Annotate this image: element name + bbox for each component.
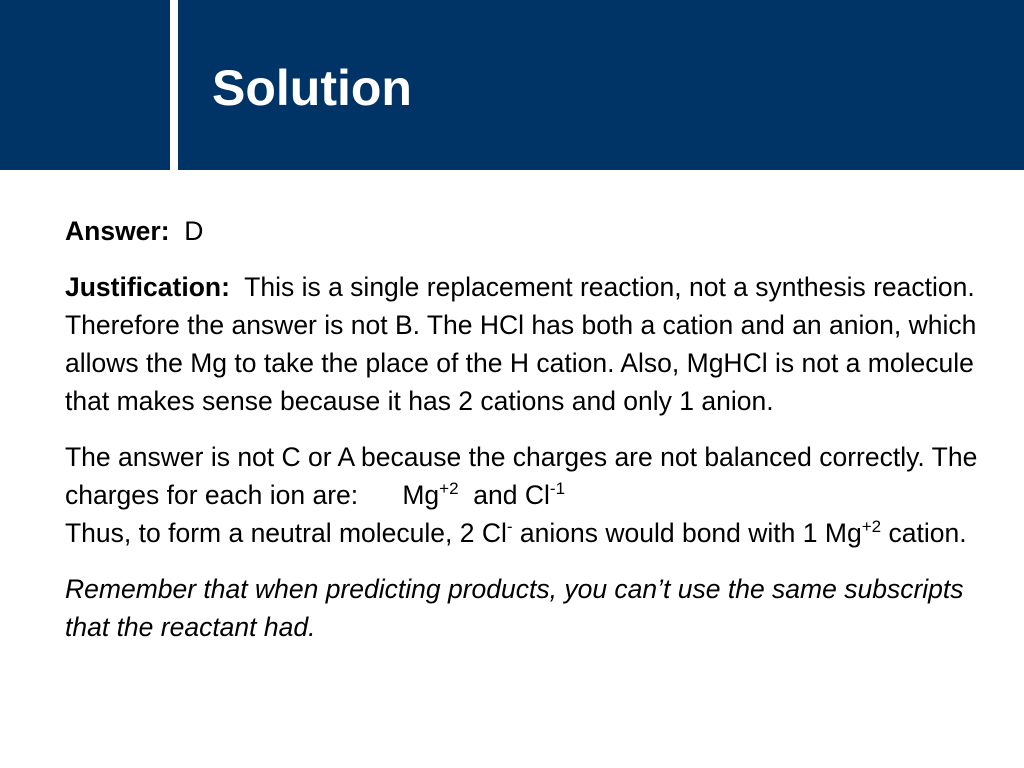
header-divider	[170, 0, 178, 170]
answer-label: Answer:	[65, 216, 170, 246]
cl-minus-charge: -	[506, 517, 513, 537]
slide-body	[65, 212, 985, 664]
mg-charge: +2	[439, 479, 459, 499]
cl-charge: -1	[549, 479, 566, 499]
charges-paragraph	[65, 438, 985, 552]
header-left-panel	[0, 0, 170, 170]
justification-label: Justification:	[65, 272, 230, 302]
charges-intro: The answer is not C or A because the charges are not balanced correctly. The charges for each ion are:	[65, 442, 978, 510]
thus-text-part1: Thus, to form a neutral molecule, 2 Cl	[65, 518, 507, 548]
mg2-ion: Mg	[824, 518, 862, 548]
and-cl-ion: and Cl	[473, 480, 550, 510]
cation-text: cation.	[888, 518, 967, 548]
mg2-charge: +2	[861, 517, 882, 537]
justification-text: This is a single replacement reaction, not a synthesis reaction. Therefore the answer is not B. The HCl has both a cation and an anion, which allows the Mg to take the place of the H cation. Also, MgHCl is not a molecule that makes sense because it has 2 cations and only 1 anion.	[65, 272, 977, 416]
thus-text-part2: anions would bond with 1	[519, 518, 818, 548]
mg-ion: Mg	[402, 480, 440, 510]
slide-title: Solution	[212, 60, 412, 116]
justification-paragraph	[65, 268, 985, 420]
answer-value: D	[184, 216, 204, 246]
answer-paragraph	[65, 212, 985, 250]
remember-paragraph: Remember that when predicting products, you can’t use the same subscripts that the reactant had.	[65, 574, 964, 642]
